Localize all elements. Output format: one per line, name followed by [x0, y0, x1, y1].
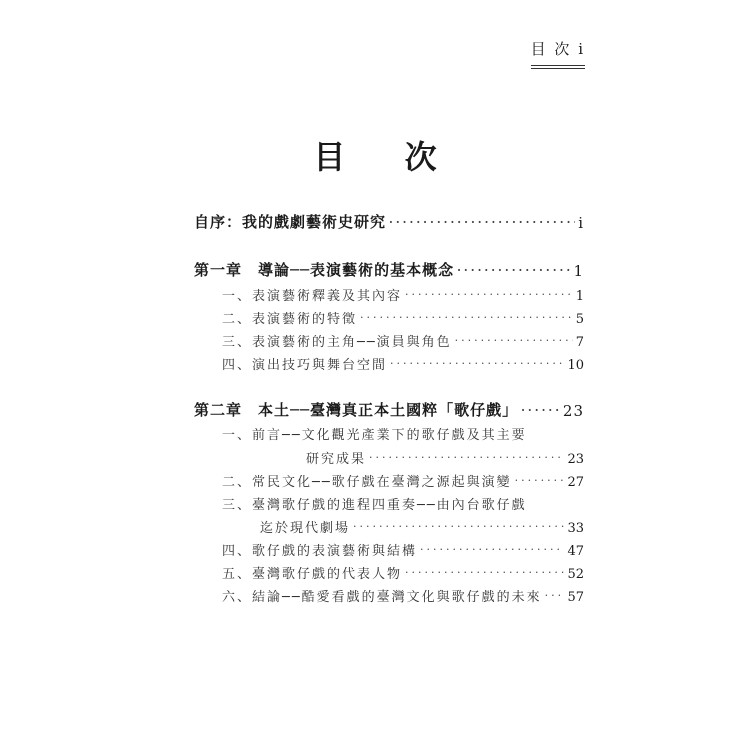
- toc-entry-label: 迄於現代劇場: [260, 521, 351, 536]
- toc-entry-label: 五、臺灣歌仔戲的代表人物: [222, 567, 403, 582]
- toc-entry-1-4[interactable]: [194, 349, 584, 373]
- toc-entry-2-2[interactable]: [194, 466, 584, 490]
- toc-page-number: i: [578, 214, 584, 232]
- leader-dots: [353, 518, 564, 536]
- toc-page-number: 57: [567, 590, 584, 605]
- toc-page-number: 52: [567, 567, 584, 582]
- toc-entry-label: 第一章 導論──表演藝術的基本概念: [194, 261, 455, 279]
- toc-entry-label: 自序：我的戲劇藝術史研究: [194, 213, 387, 231]
- toc-entry-chapter-2[interactable]: [194, 396, 584, 420]
- leader-dots: [521, 402, 560, 420]
- toc-page-number: 47: [567, 544, 584, 559]
- toc-page-number: 23: [562, 402, 584, 420]
- leader-dots: [390, 355, 564, 373]
- toc-entry-label: 四、歌仔戲的表演藝術與結構: [222, 544, 418, 559]
- leader-dots: [369, 449, 564, 467]
- leader-dots: [455, 332, 573, 350]
- toc-page-number: 7: [575, 335, 584, 350]
- leader-dots: [545, 587, 565, 605]
- leader-dots: [515, 472, 565, 490]
- toc-entry-2-1[interactable]: [194, 419, 584, 443]
- toc-entry-label: 四、演出技巧與舞台空間: [222, 358, 388, 373]
- toc-entry-2-4[interactable]: [194, 535, 584, 559]
- toc-entry-label: 三、臺灣歌仔戲的進程四重奏──由內台歌仔戲: [222, 498, 527, 513]
- toc-entry-1-1[interactable]: [194, 280, 584, 304]
- toc-entry-label: 研究成果: [306, 452, 367, 467]
- toc-entry-label: 六、結論──酷愛看戲的臺灣文化與歌仔戲的未來: [222, 590, 542, 605]
- toc-entry-1-2[interactable]: [194, 303, 584, 327]
- page-title: 目 次: [313, 138, 461, 176]
- leader-dots: [405, 286, 573, 304]
- toc-page-number: 27: [567, 475, 584, 490]
- toc-entry-label: 二、常民文化──歌仔戲在臺灣之源起與演變: [222, 475, 512, 490]
- leader-dots: [389, 214, 575, 232]
- toc-entry-label: 一、前言──文化觀光產業下的歌仔戲及其主要: [222, 428, 527, 443]
- toc-entry-2-3[interactable]: [194, 489, 584, 513]
- toc-entry-1-3[interactable]: [194, 326, 584, 350]
- toc-entry-2-3-cont[interactable]: [194, 512, 584, 536]
- toc-page-number: 33: [567, 521, 584, 536]
- toc-entry-2-1-cont[interactable]: [194, 443, 584, 467]
- toc-page-number: 1: [573, 262, 584, 280]
- leader-dots: [420, 541, 564, 559]
- toc-entry-label: 二、表演藝術的特徵: [222, 312, 358, 327]
- toc-entry-2-5[interactable]: [194, 558, 584, 582]
- toc-entry-label: 一、表演藝術釋義及其內容: [222, 289, 403, 304]
- toc-entry-chapter-1[interactable]: [194, 256, 584, 280]
- toc-page-number: 10: [567, 358, 584, 373]
- toc-page-number: 1: [575, 289, 584, 304]
- leader-dots: [405, 564, 564, 582]
- toc-entry-2-6[interactable]: [194, 581, 584, 605]
- toc-page-number: 23: [567, 452, 584, 467]
- running-head: 目 次 i: [531, 38, 585, 66]
- leader-dots: [457, 262, 570, 280]
- leader-dots: [360, 309, 573, 327]
- toc-page-number: 5: [575, 312, 584, 327]
- toc-entry-preface[interactable]: [194, 208, 584, 232]
- toc-entry-label: 第二章 本土──臺灣真正本土國粹「歌仔戲」: [194, 401, 519, 419]
- toc-entry-label: 三、表演藝術的主角──演員與角色: [222, 335, 452, 350]
